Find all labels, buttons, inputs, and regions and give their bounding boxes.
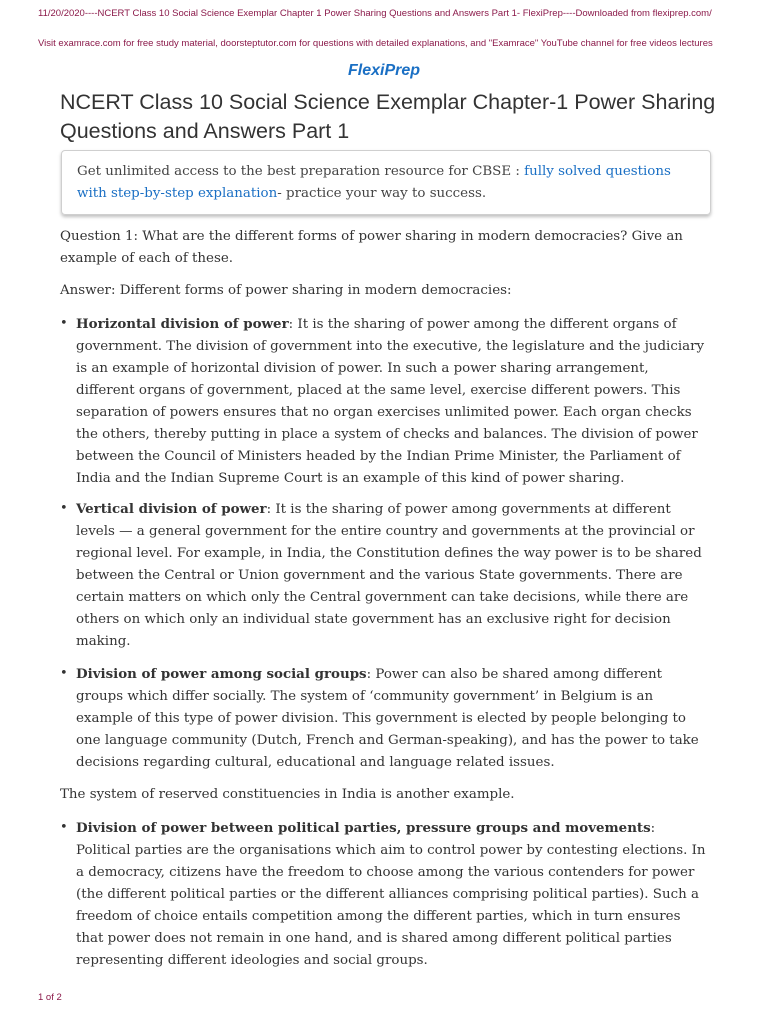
bullet-text: : It is the sharing of power among the different organs of government. The division of government into the executive, the legislature and the judiciary is an example of horizontal division of power. In such a power sharing arrangement, different organs of government, placed at the same level, exercise different powers. This separation of powers ensures that no organ exercises unlimited power. Each organ checks the others, thereby putting in place a system of checks and balances. The division of power between the Council of Ministers headed by the Indian Prime Minister, the Parliament of India and the Indian Supreme Court is an example of this kind of power sharing.	[76, 317, 705, 486]
list-item	[60, 817, 710, 972]
list-item	[60, 498, 710, 653]
bullet-icon: •	[60, 501, 68, 516]
print-header-line: 11/20/2020----NCERT Class 10 Social Science Exemplar Chapter 1 Power Sharing Questions and Answers Part 1- FlexiPrep----Downloaded from flexiprep.com/	[38, 8, 712, 19]
bullet-term: Vertical division of power	[76, 501, 267, 517]
bullet-term: Division of power between political parties, pressure groups and movements	[76, 820, 651, 836]
list-item	[60, 663, 710, 774]
promo-text: Get unlimited access to the best preparation resource for CBSE :	[77, 164, 525, 179]
page-title: NCERT Class 10 Social Science Exemplar Chapter-1 Power Sharing Questions and Answers Part 1	[60, 90, 716, 143]
print-header-line: Visit examrace.com for free study material, doorsteptutor.com for questions with detailed explanations, and "Examrace" YouTube channel for free videos lectures	[38, 38, 713, 49]
promo-link[interactable]: fully solved questions with step-by-step explanation	[77, 164, 671, 201]
bullet-text: : Political parties are the organisations which aim to control power by contesting elections. In a democracy, citizens have the freedom to choose among the various contenders for power (the different political parties or the different alliances comprising political parties). Such a freedom of choice entails competition among the different parties, which in turn ensures that power does not remain in one hand, and is shared among different political parties representing different ideologies and social groups.	[76, 821, 706, 968]
page-number: 1 of 2	[38, 992, 62, 1003]
question-text: Question 1: What are the different forms of power sharing in modern democracies? Give an example of each of these.	[60, 229, 683, 266]
bullet-icon: •	[60, 820, 68, 835]
list-item	[60, 313, 710, 490]
brand-logo[interactable]: FlexiPrep	[347, 62, 421, 79]
promo-box	[61, 150, 711, 215]
reserved-note: The system of reserved constituencies in India is another example.	[60, 787, 515, 802]
bullet-icon: •	[60, 316, 68, 331]
promo-text: - practice your way to success.	[277, 186, 487, 201]
bullet-text: : Power can also be shared among different groups which differ socially. The system of ‘community government’ in Belgium is an example of this type of power division. This government is elected by people belonging to one language community (Dutch, French and German-speaking), and has the power to take decisions regarding cultural, educational and language related issues.	[76, 667, 699, 770]
bullet-icon: •	[60, 666, 68, 681]
bullet-term: Division of power among social groups	[76, 666, 367, 682]
bullet-term: Horizontal division of power	[76, 316, 289, 332]
answer-intro: Answer: Different forms of power sharing in modern democracies:	[60, 283, 512, 298]
bullet-text: : It is the sharing of power among governments at different levels — a general government for the entire country and governments at the provincial or regional level. For example, in India, the Constitution defines the way power is to be shared between the Central or Union government and the various State governments. There are certain matters on which only the Central government can take decisions, while there are others on which only an individual state government has an exclusive right for decision making.	[76, 502, 702, 649]
